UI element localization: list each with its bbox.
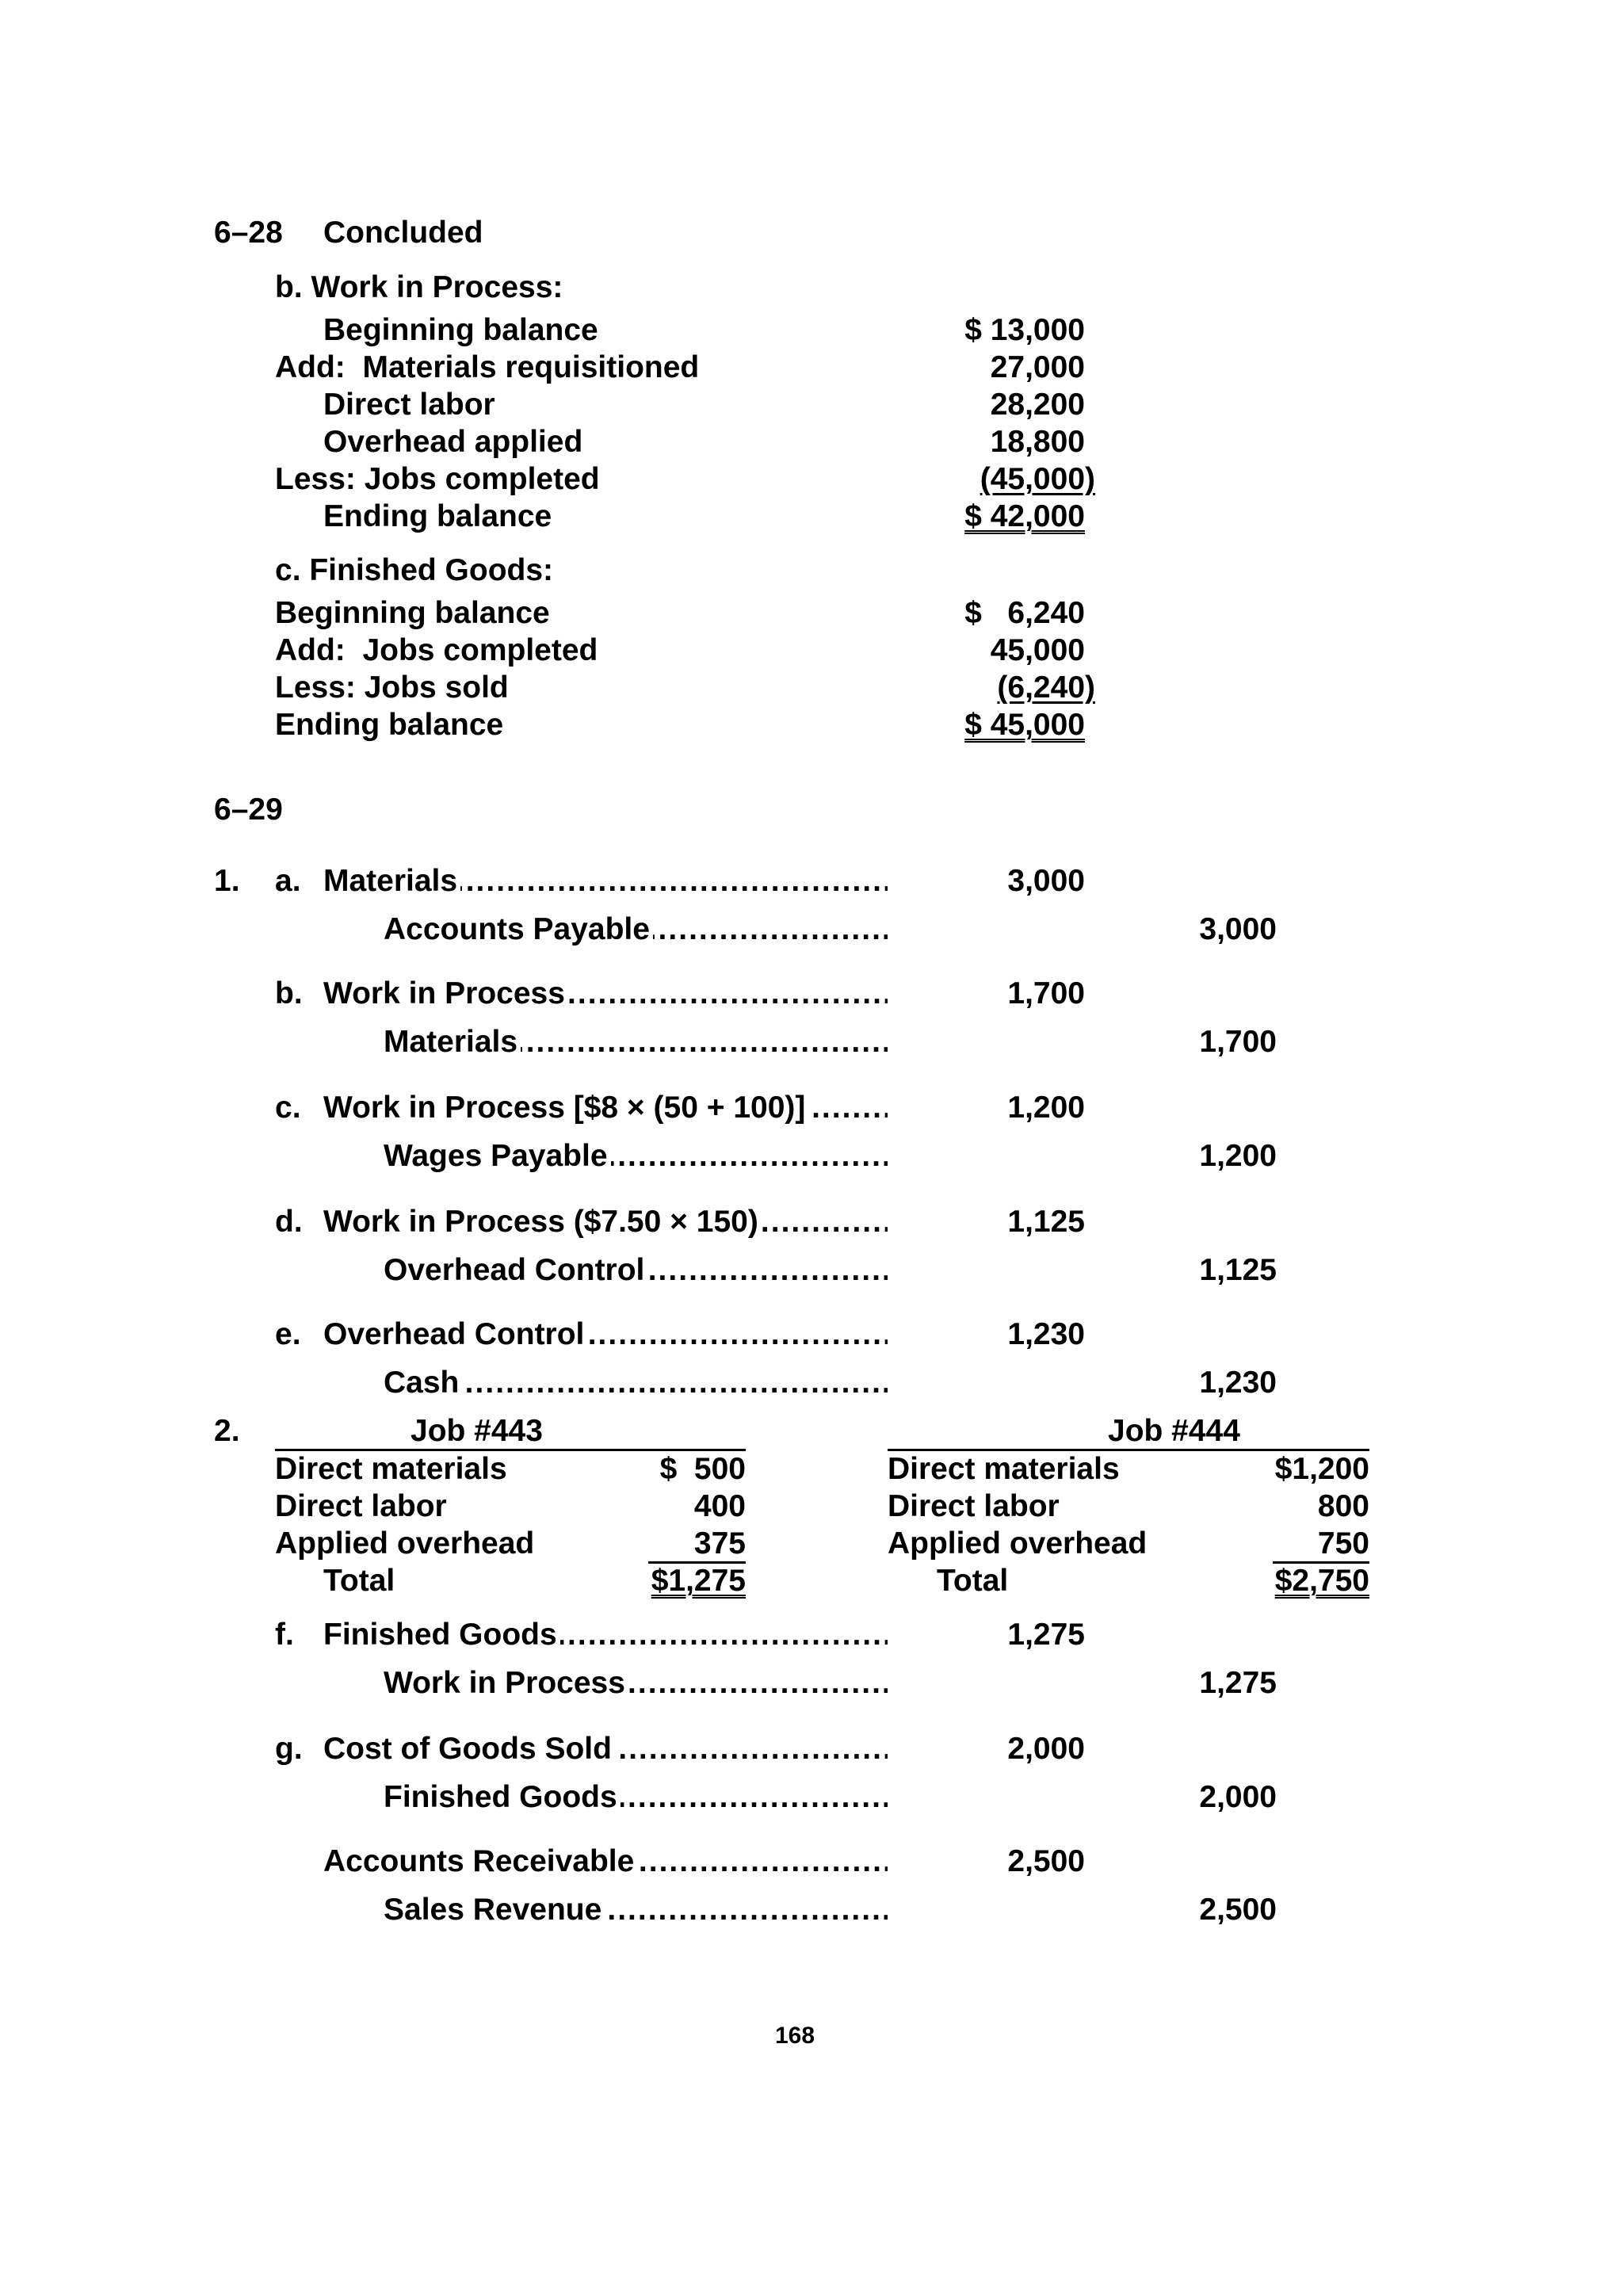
- fg-row-label: Less: Jobs sold: [275, 670, 509, 705]
- credit-account: Sales Revenue: [384, 1893, 605, 1927]
- job-443-row-amount: 400: [693, 1489, 746, 1523]
- fg-row-amount: (6,240): [997, 670, 1095, 705]
- journal-debit-line: [323, 1617, 888, 1653]
- wip-row-amount: $ 42,000: [964, 499, 1085, 533]
- journal-credit-line: [384, 911, 888, 948]
- debit-account: Materials: [323, 864, 460, 898]
- job-443-row-amount: $ 500: [659, 1452, 746, 1486]
- credit-amount: 1,700: [1199, 1025, 1277, 1059]
- job-444-row-label: Applied overhead: [888, 1526, 1148, 1561]
- credit-account: Finished Goods: [384, 1780, 621, 1814]
- job-443-row-label: Applied overhead: [275, 1526, 535, 1561]
- journal-debit-line: [323, 976, 888, 1012]
- debit-account: Work in Process: [323, 976, 568, 1010]
- job-444-row-amount: 800: [1317, 1489, 1369, 1523]
- fg-row-label: Ending balance: [275, 708, 504, 742]
- fg-heading: c. Finished Goods:: [275, 553, 554, 587]
- wip-row-label: Direct labor: [323, 388, 495, 422]
- debit-account: Work in Process ($7.50 × 150): [323, 1205, 762, 1239]
- fg-row-label: Beginning balance: [275, 596, 550, 630]
- journal-credit-line: [384, 1779, 888, 1816]
- debit-amount: 1,125: [1007, 1205, 1085, 1239]
- debit-account: Work in Process [$8 × (50 + 100)]: [323, 1091, 808, 1125]
- debit-amount: 3,000: [1007, 864, 1085, 898]
- job-444-total-label: Total: [937, 1564, 1009, 1598]
- journal-debit-line: [323, 1204, 888, 1240]
- fg-row-amount: 45,000: [990, 633, 1085, 667]
- credit-account: Materials: [384, 1025, 521, 1059]
- job-444-row-amount: $1,200: [1274, 1452, 1369, 1486]
- debit-account: Overhead Control: [323, 1317, 587, 1351]
- wip-row-label: Less: Jobs completed: [275, 462, 600, 496]
- entry-letter: b.: [275, 976, 303, 1010]
- credit-account: Work in Process: [384, 1666, 628, 1700]
- credit-amount: 2,000: [1199, 1780, 1277, 1814]
- journal-debit-line: [323, 1731, 888, 1767]
- wip-row-label: Overhead applied: [323, 425, 583, 459]
- job-444-row-label: Direct materials: [888, 1452, 1120, 1486]
- wip-row-amount: $ 13,000: [964, 313, 1085, 347]
- entry-letter: a.: [275, 864, 301, 898]
- journal-debit-line: [323, 1090, 888, 1126]
- wip-row-amount: (45,000): [980, 462, 1095, 496]
- journal-credit-line: [384, 1665, 888, 1702]
- debit-amount: 1,700: [1007, 976, 1085, 1010]
- page-number: 168: [775, 2023, 815, 2049]
- debit-account: Finished Goods: [323, 1618, 560, 1652]
- journal-credit-line: [384, 1252, 888, 1289]
- problem-6-29-title: 6–29: [214, 793, 283, 827]
- job-444-row-label: Direct labor: [888, 1489, 1060, 1523]
- part-number: 2.: [214, 1414, 240, 1448]
- wip-row-label: Ending balance: [323, 499, 552, 533]
- credit-account: Overhead Control: [384, 1253, 647, 1287]
- credit-amount: 1,125: [1199, 1253, 1277, 1287]
- job-443-total: $1,275: [651, 1564, 746, 1598]
- journal-credit-line: [384, 1024, 888, 1060]
- debit-amount: 1,230: [1007, 1317, 1085, 1351]
- journal-credit-line: [384, 1365, 888, 1401]
- debit-account: Accounts Receivable: [323, 1844, 637, 1878]
- part-number: 1.: [214, 864, 240, 898]
- credit-account: Wages Payable: [384, 1139, 611, 1173]
- fg-row-amount: $ 45,000: [964, 708, 1085, 742]
- debit-account: Cost of Goods Sold: [323, 1732, 615, 1766]
- journal-debit-line: [323, 1843, 888, 1880]
- entry-letter: e.: [275, 1317, 301, 1351]
- credit-amount: 1,200: [1199, 1139, 1277, 1173]
- entry-letter: c.: [275, 1091, 301, 1125]
- journal-debit-line: [323, 863, 888, 900]
- job-444-total: $2,750: [1274, 1564, 1369, 1598]
- fg-row-amount: $ 6,240: [964, 596, 1085, 630]
- wip-row-amount: 28,200: [990, 388, 1085, 422]
- credit-amount: 1,275: [1199, 1666, 1277, 1700]
- fg-row-label: Add: Jobs completed: [275, 633, 598, 667]
- journal-credit-line: [384, 1892, 888, 1928]
- wip-row-amount: 18,800: [990, 425, 1085, 459]
- entry-letter: f.: [275, 1618, 294, 1652]
- credit-amount: 2,500: [1199, 1893, 1277, 1927]
- job-444-title: Job #444: [1108, 1414, 1240, 1448]
- credit-amount: 1,230: [1199, 1366, 1277, 1400]
- entry-letter: g.: [275, 1732, 303, 1766]
- job-443-total-label: Total: [323, 1564, 395, 1598]
- entry-letter: d.: [275, 1205, 303, 1239]
- job-443-row-label: Direct labor: [275, 1489, 447, 1523]
- job-443-row-label: Direct materials: [275, 1452, 507, 1486]
- problem-title: Concluded: [323, 216, 483, 250]
- wip-row-label: Add: Materials requisitioned: [275, 350, 700, 384]
- debit-amount: 1,275: [1007, 1618, 1085, 1652]
- wip-row-amount: 27,000: [990, 350, 1085, 384]
- debit-amount: 1,200: [1007, 1091, 1085, 1125]
- journal-credit-line: [384, 1138, 888, 1175]
- credit-account: Cash: [384, 1366, 462, 1400]
- debit-amount: 2,000: [1007, 1732, 1085, 1766]
- journal-debit-line: [323, 1316, 888, 1353]
- wip-row-label: Beginning balance: [323, 313, 598, 347]
- wip-heading: b. Work in Process:: [275, 270, 563, 304]
- problem-number: 6–28: [214, 216, 283, 250]
- job-444-row-amount: 750: [1317, 1526, 1369, 1561]
- credit-account: Accounts Payable: [384, 912, 653, 946]
- job-443-row-amount: 375: [693, 1526, 746, 1561]
- job-443-title: Job #443: [411, 1414, 543, 1448]
- debit-amount: 2,500: [1007, 1844, 1085, 1878]
- credit-amount: 3,000: [1199, 912, 1277, 946]
